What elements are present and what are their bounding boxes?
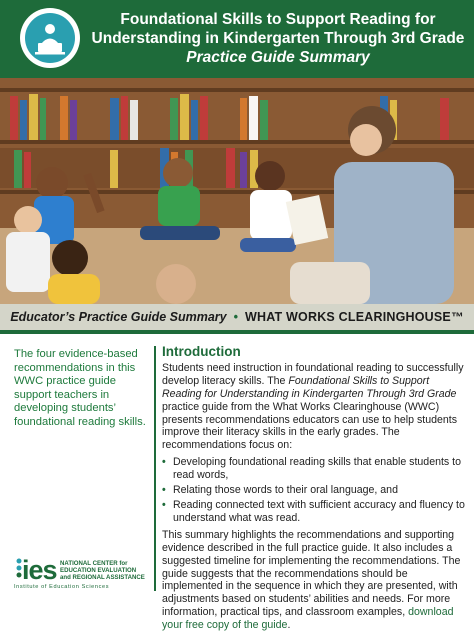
ies-subtitle: Institute of Education Sciences <box>14 584 110 590</box>
focus-list <box>162 456 466 525</box>
banner-separator: • <box>233 310 239 324</box>
banner-org-label: WHAT WORKS CLEARINGHOUSE™ <box>245 310 464 324</box>
logo-badge <box>20 8 80 68</box>
sidebar-callout: The four evidence-based recommendations in this WWC practice guide support teachers in developing students’ foundational reading skills. <box>14 348 146 428</box>
title-line-2: Understanding in Kindergarten Through 3rd Grade <box>91 30 465 47</box>
list-item: • Developing foundational reading skills that enable students to read words, <box>162 456 466 482</box>
ies-line-1: NATIONAL CENTER for <box>60 560 128 567</box>
column-divider <box>154 346 156 591</box>
list-item: • Reading connected text with sufficient accuracy and fluency to understand what was read. <box>162 499 466 525</box>
header-band <box>0 0 474 78</box>
intro-p2-start: This summary highlights the recommendations and supporting evidence described in the full practice guide. It also includes a suggested timeline for implementing the recommendations. The guide suggests that the recommendations should be implemented in the sequence in which they are presented, with adjustments based on students’ abilities and needs. For more information, practical tips, and classroom examples, <box>162 528 461 619</box>
intro-section <box>162 346 466 636</box>
computer-user-icon <box>25 13 75 63</box>
banner-summary-label: Educator’s Practice Guide Summary <box>10 310 227 324</box>
guide-title-italic: Foundational Skills to Support Reading for Understanding in Kindergarten Through 3rd Grade <box>162 374 457 400</box>
download-guide-link[interactable]: download your free copy of the guide <box>162 606 454 632</box>
intro-paragraph-2 <box>162 529 466 632</box>
ies-line-2: EDUCATION EVALUATION <box>60 567 137 574</box>
list-item: • Relating those words to their oral language, and <box>162 484 466 497</box>
intro-paragraph-1 <box>162 362 466 452</box>
intro-p2-end: . <box>287 619 291 632</box>
classroom-photo <box>0 78 474 304</box>
guide-banner <box>0 304 474 334</box>
title-line-1: Foundational Skills to Support Reading for <box>120 11 436 28</box>
ies-wordmark: ies <box>22 555 57 585</box>
ies-line-3: and REGIONAL ASSISTANCE <box>60 574 145 581</box>
ies-center-name <box>60 560 145 581</box>
ies-logo <box>14 555 164 591</box>
intro-p1-start: Students need instruction in foundational reading to successfully develop literacy skills. The <box>162 361 464 387</box>
title-line-3: Practice Guide Summary <box>186 49 370 66</box>
intro-p1-end: practice guide from the What Works Clearinghouse (WWC) presents recommendations educators can use to help students improve their literacy skills in the early grades. The recommendations focus on: <box>162 400 458 452</box>
intro-heading: Introduction <box>162 344 241 359</box>
page-title <box>88 10 468 67</box>
